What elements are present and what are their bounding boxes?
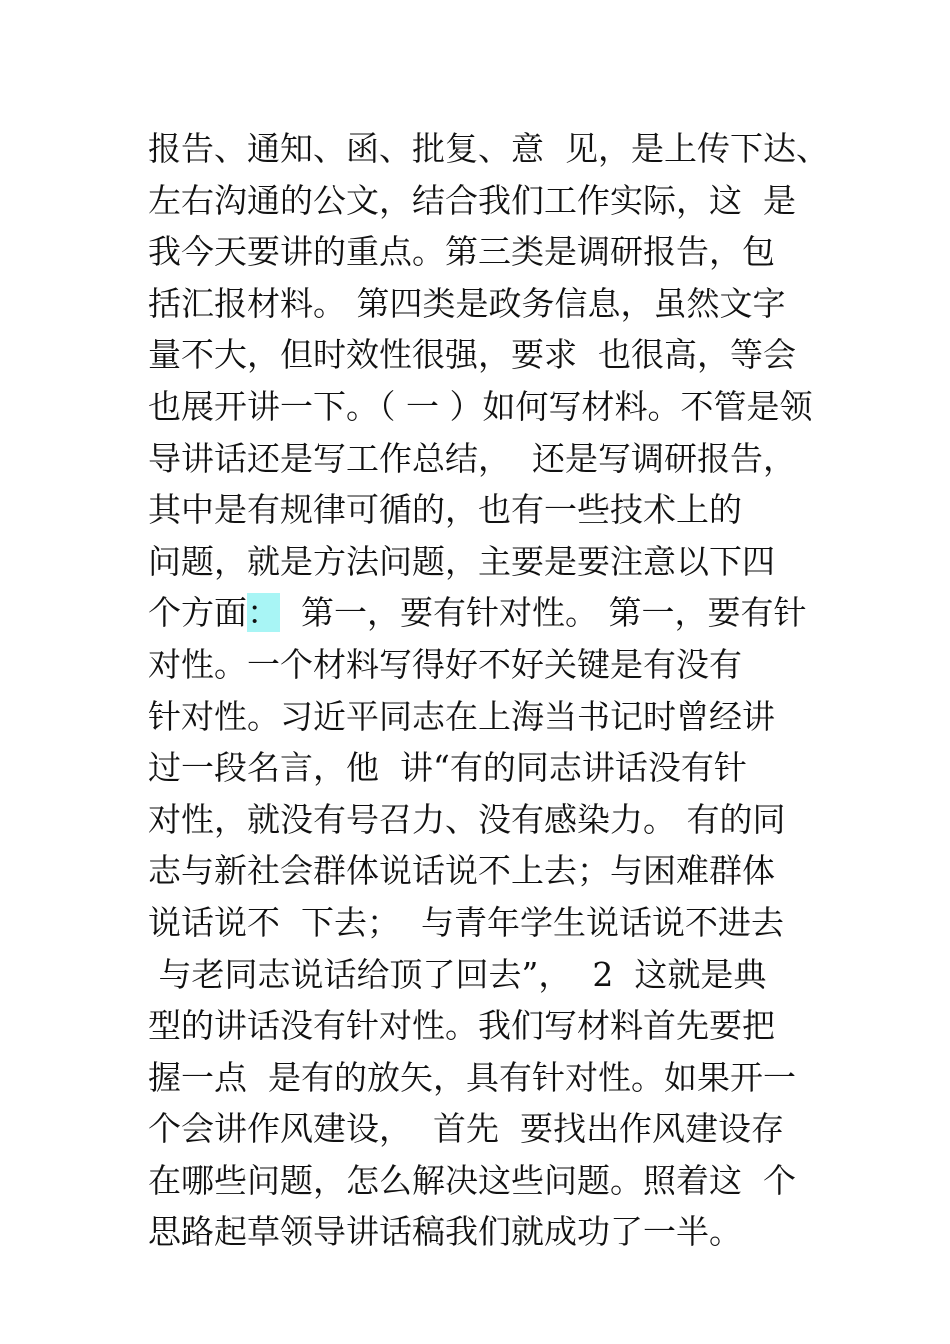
text-line-21: 在哪些问题，怎么解决这些问题。照着这 个 <box>148 1160 796 1200</box>
text-line-9: 问题，就是方法问题，主要是要注意以下四 <box>148 541 775 581</box>
text-line-3: 我今天要讲的重点。第三类是调研报告，包 <box>148 232 775 272</box>
text-line-5: 量不大，但时效性很强，要求 也很高，等会 <box>148 335 796 375</box>
text-line-10-post: 第一，要有针对性。 第一，要有针 <box>280 593 807 633</box>
body-text <box>148 123 829 1258</box>
text-line-4: 括汇报材料。 第四类是政务信息，虽然文字 <box>148 283 786 323</box>
text-line-10-pre: 个方面 <box>148 593 247 633</box>
text-line-13: 过一段名言，他 讲“有的同志讲话没有针 <box>148 748 747 788</box>
text-line-10 <box>148 587 808 639</box>
text-line-12: 针对性。习近平同志在上海当书记时曾经讲 <box>148 696 775 736</box>
text-line-11: 对性。一个材料写得好不好关键是有没有 <box>148 644 742 684</box>
text-line-15: 志与新社会群体说话说不上去；与困难群体 <box>148 851 775 891</box>
text-line-14: 对性，就没有号召力、没有感染力。 有的同 <box>148 799 786 839</box>
text-line-1: 报告、通知、函、批复、意 见，是上传下达、 <box>148 129 829 168</box>
text-line-19: 握一点 是有的放矢，具有针对性。如果开一 <box>148 1057 796 1097</box>
text-line-17: 与老同志说话给顶了回去”， 2 这就是典 <box>148 954 767 994</box>
highlighted-colon: ： <box>247 593 280 633</box>
text-line-8: 其中是有规律可循的，也有一些技术上的 <box>148 490 742 530</box>
text-line-18: 型的讲话没有针对性。我们写材料首先要把 <box>148 1006 775 1046</box>
text-line-7: 导讲话还是写工作总结， 还是写调研报告， <box>148 438 796 478</box>
text-line-6: 也展开讲一下。（ 一 ）如何写材料。不管是领 <box>148 386 813 426</box>
text-line-2: 左右沟通的公文，结合我们工作实际，这 是 <box>148 180 796 220</box>
text-line-22: 思路起草领导讲话稿我们就成功了一半。 <box>148 1212 742 1252</box>
text-line-16: 说话说不 下去； 与青年学生说话说不进去 <box>148 902 784 942</box>
text-line-20: 个会讲作风建设， 首先 要找出作风建设存 <box>148 1109 784 1149</box>
